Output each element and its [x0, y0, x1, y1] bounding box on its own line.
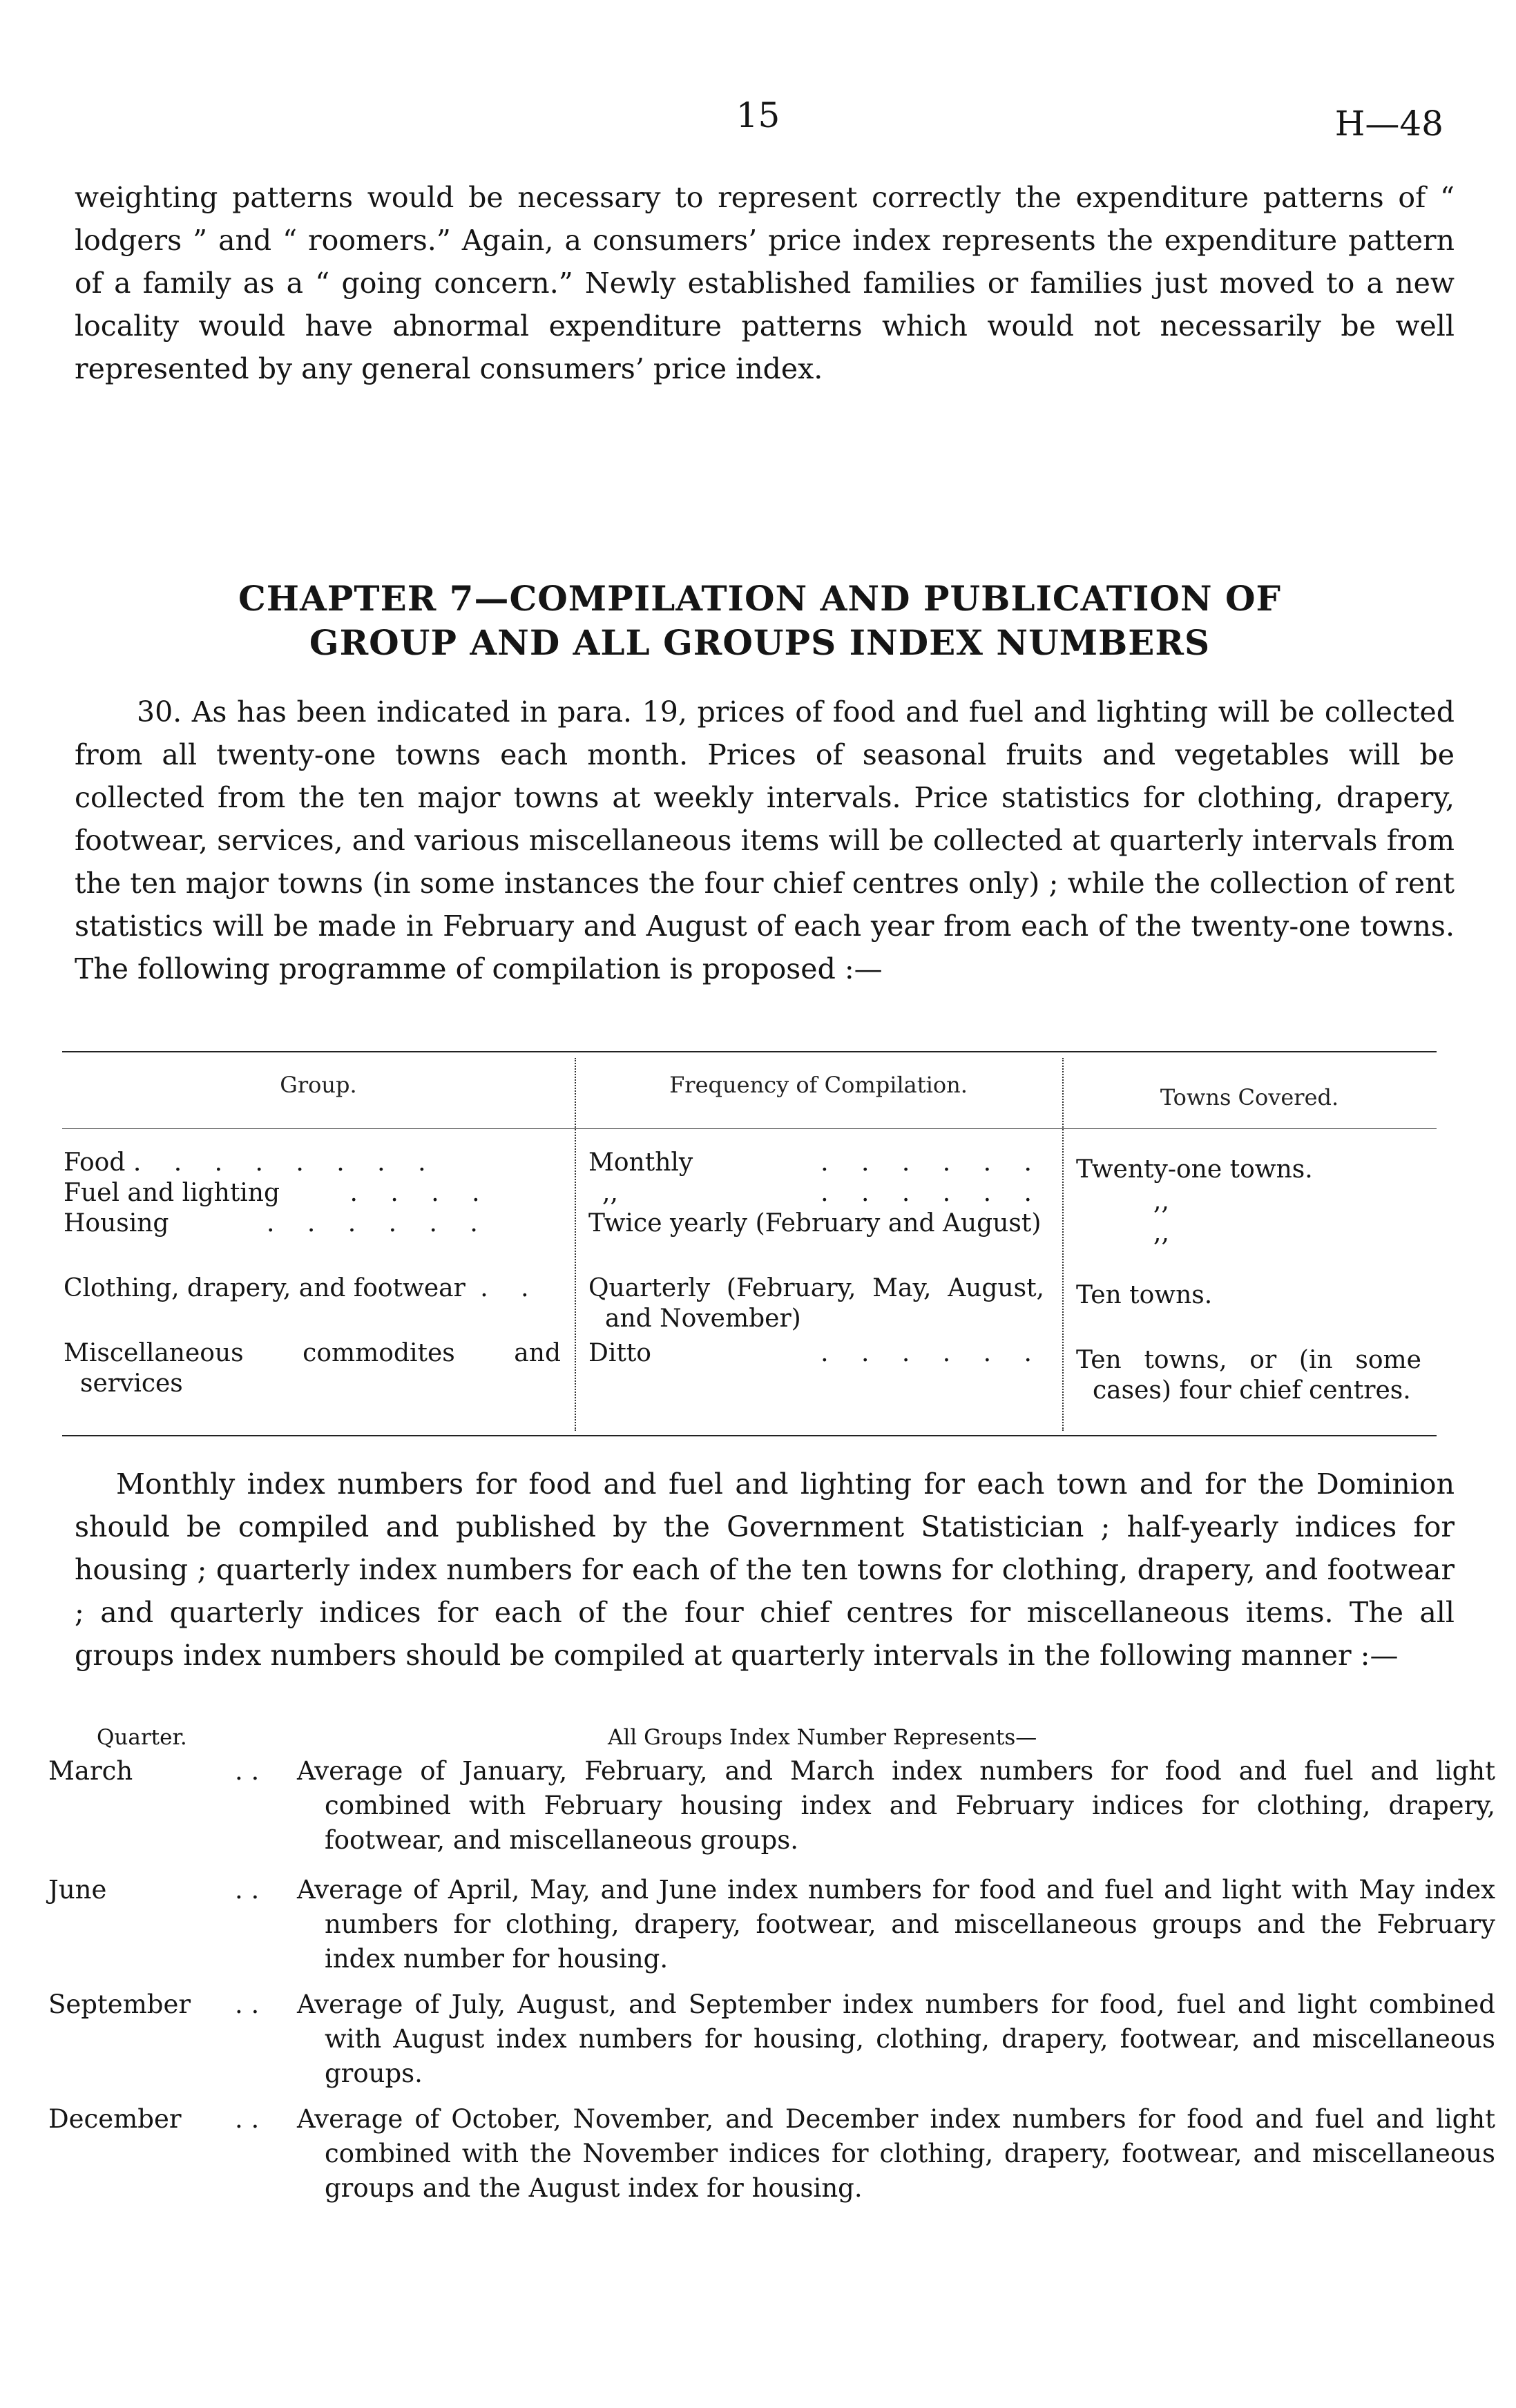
table-row-5-frequency [588, 1338, 1044, 1369]
table-cell: Ditto [588, 1339, 651, 1367]
chapter-heading-line-2: GROUP AND ALL GROUPS INDEX NUMBERS [309, 622, 1211, 663]
dot-leader: . . . . [349, 1179, 492, 1207]
dot-leader: . . [235, 1990, 260, 2019]
paragraph-monthly-indices: Monthly index numbers for food and fuel and lighting for each town and for the Dominion should be compiled and published by the Government Statistician ; half-yearly indices for housing ; quarterly index numbers for each of the ten towns for clothing, drapery, and footwear ; and quarterly indices for each of the four chief centres for miscellaneous items. The all groups index numbers should be compiled at quarterly intervals in the following manner :— [75, 1467, 1455, 1672]
table-row-1-frequency [588, 1148, 1044, 1178]
quarter-description: Average of January, February, and March index numbers for food and fuel and light combined with February housing index and February indices for clothing, drapery, footwear, and miscellaneous groups. [297, 1756, 1495, 1855]
table-row-2-frequency [588, 1178, 1044, 1208]
page-reference: H—48 [1334, 104, 1443, 144]
table-header-rule [62, 1128, 1437, 1129]
paragraph-30: 30. As has been indicated in para. 19, prices of food and fuel and lighting will be collected from all twenty-one towns each month. Prices of seasonal fruits and vegetables will be collected from the ten major towns at weekly intervals. Price statistics for clothing, drapery, footwear, services, and various miscellaneous items will be collected at quarterly intervals from the ten major towns (in some instances the four chief centres only) ; while the collection of rent statistics will be made in February and August of each year from each of the twenty-one towns. The following programme of compilation is proposed :— [75, 695, 1455, 985]
table-row-4-frequency: Quarterly (February, May, August, and November) [588, 1274, 1044, 1333]
table-top-rule [62, 1051, 1437, 1052]
table-row-2-towns: ,, [1153, 1187, 1169, 1215]
table-row-3-towns: ,, [1153, 1219, 1169, 1247]
table-header-towns: Towns Covered. [1160, 1084, 1339, 1110]
dot-leader: . . [235, 1875, 260, 1905]
table-cell: Housing [64, 1209, 169, 1237]
quarter-description: Average of October, November, and December index numbers for food and fuel and light combined with the November indices for clothing, drapery, footwear, and miscellaneous groups and the August index for housing. [297, 2104, 1495, 2203]
dot-leader: . . . . . . . . [133, 1148, 439, 1177]
page-number: 15 [736, 95, 780, 135]
quarter-row-march [48, 1754, 1495, 1865]
table-cell: Clothing, drapery, and footwear [64, 1274, 466, 1302]
table-header-group: Group. [280, 1072, 357, 1098]
table-header-frequency: Frequency of Compilation. [669, 1072, 968, 1098]
table-row-5-group: Miscellaneous commodites and services [64, 1339, 561, 1398]
table-row-3-group [64, 1208, 490, 1239]
table-row-3-frequency: Twice yearly (February and August) [588, 1209, 1042, 1237]
table-column-divider-2 [1062, 1058, 1064, 1431]
quarter-column-header: Quarter. [97, 1725, 187, 1750]
table-row-1-towns: Twenty-one towns. [1076, 1155, 1313, 1184]
quarter-description: Average of July, August, and September index numbers for food, fuel and light combined with August index numbers for housing, clothing, drapery, footwear, and miscellaneous groups. [297, 1990, 1495, 2088]
chapter-heading-line-1: CHAPTER 7—COMPILATION AND PUBLICATION OF [238, 578, 1282, 619]
represents-column-header: All Groups Index Number Represents— [608, 1725, 1037, 1750]
quarter-label: September [48, 1990, 191, 2019]
chapter-heading [104, 577, 1416, 665]
intro-paragraph: weighting patterns would be necessary to represent correctly the expenditure patterns of “ lodgers ” and “ roomers.” Again, a consumers’ price index represents the expenditure pattern of a family as a “ going concern.” Newly established families or families just moved to a new locality would have abnormal expenditure patterns which would not necessarily be well represented by any general consumers’ price index. [75, 181, 1455, 385]
quarter-row-june [48, 1873, 1495, 1983]
quarter-label: December [48, 2104, 182, 2134]
table-row-5-towns: Ten towns, or (in some cases) four chief centres. [1076, 1346, 1421, 1405]
table-column-divider-1 [575, 1058, 576, 1431]
quarter-row-september [48, 1987, 1495, 2098]
dot-leader: . . . . . . [266, 1209, 490, 1237]
dot-leader: . . . . . . [821, 1179, 1044, 1207]
quarter-label: March [48, 1756, 133, 1786]
table-row-4-group [64, 1273, 541, 1304]
dot-leader: . . [235, 1756, 260, 1786]
quarter-label: June [48, 1875, 107, 1905]
table-row-2-group [64, 1178, 492, 1208]
table-cell: Fuel and lighting [64, 1179, 280, 1207]
dot-leader: . . . . . . [821, 1339, 1044, 1367]
table-cell: Food [64, 1148, 126, 1177]
quarter-description: Average of April, May, and June index numbers for food and fuel and light with May index numbers for clothing, drapery, footwear, and miscellaneous groups and the February index number for housing. [297, 1875, 1495, 1974]
table-row-1-group [64, 1148, 439, 1178]
dot-leader: . . . . . . [821, 1148, 1044, 1177]
table-bottom-rule [62, 1435, 1437, 1436]
quarter-row-december [48, 2102, 1495, 2219]
dot-leader: . . [235, 2104, 260, 2134]
dot-leader: . . [480, 1274, 541, 1302]
compilation-table [62, 1051, 1437, 1438]
table-cell: ,, [602, 1179, 618, 1207]
table-cell: Monthly [588, 1148, 693, 1177]
table-row-4-towns: Ten towns. [1076, 1281, 1213, 1309]
